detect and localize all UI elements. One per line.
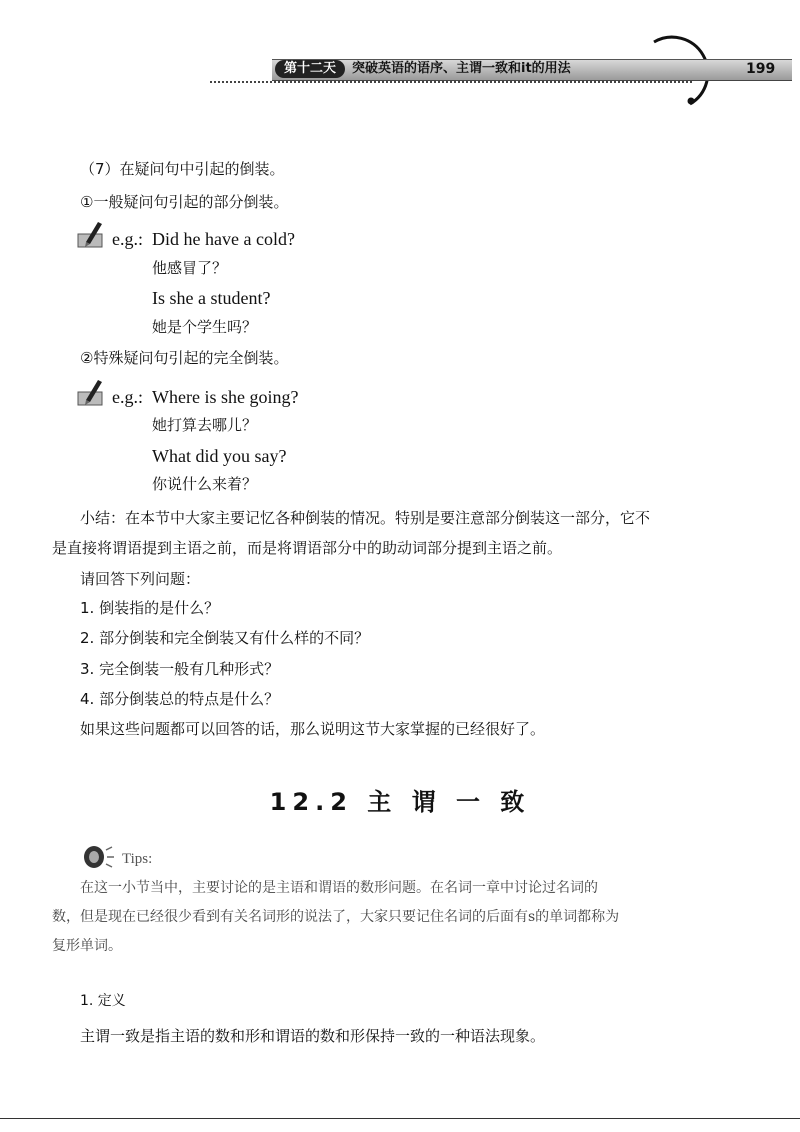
- day-badge: 第十二天: [275, 60, 345, 78]
- example-cn-4: 你说什么来着？: [152, 475, 258, 493]
- questions-prompt: 请回答下列问题：: [80, 570, 201, 588]
- pencil-icon: [76, 220, 108, 250]
- tips-label: Tips:: [122, 851, 153, 867]
- example-cn-1: 他感冒了？: [152, 259, 228, 277]
- example-en-2: Is she a student?: [152, 288, 271, 308]
- bottom-rule: [0, 1118, 800, 1119]
- chapter-title: 突破英语的语序、主谓一致和it的用法: [352, 61, 571, 76]
- page-header: [0, 0, 800, 110]
- definition-text: 主谓一致是指主语的数和形和谓语的数和形保持一致的一种语法现象。: [80, 1027, 546, 1045]
- eg-label-1: e.g.:: [112, 229, 143, 249]
- page-number: 199: [746, 61, 776, 77]
- summary-closing: 如果这些问题都可以回答的话，那么说明这节大家掌握的已经很好了。: [80, 720, 546, 738]
- example-en-4: What did you say?: [152, 446, 287, 466]
- tips-line: 数，但是现在已经很少看到有关名词形的说法了，大家只要记住名词的后面有s的单词都称为: [52, 909, 620, 925]
- pencil-icon: [76, 378, 108, 408]
- sub1-heading: ①一般疑问句引起的部分倒装。: [80, 193, 289, 211]
- example-cn-2: 她是个学生吗？: [152, 318, 258, 336]
- header-dot-marker: [686, 96, 696, 106]
- eg-label-2: e.g.:: [112, 387, 143, 407]
- section-title: 12.2 主 谓 一 致: [269, 788, 531, 816]
- example-en-1: Did he have a cold?: [152, 229, 295, 249]
- section-7-heading: （7）在疑问句中引起的倒装。: [80, 160, 285, 178]
- example-en-3: Where is she going?: [152, 387, 299, 407]
- sub2-heading: ②特殊疑问句引起的完全倒装。: [80, 349, 289, 367]
- question-item: 3. 完全倒装一般有几种形式？: [80, 660, 280, 678]
- example-cn-3: 她打算去哪儿？: [152, 416, 258, 434]
- summary-line-2: 是直接将谓语提到主语之前，而是将谓语部分中的助动词部分提到主语之前。: [52, 539, 563, 557]
- question-item: 4. 部分倒装总的特点是什么？: [80, 690, 280, 708]
- question-item: 1. 倒装指的是什么？: [80, 599, 220, 617]
- header-dotted-rule: [210, 81, 692, 83]
- tips-line: 在这一小节当中，主要讨论的是主语和谓语的数形问题。在名词一章中讨论过名词的: [80, 880, 598, 896]
- tips-line: 复形单词。: [52, 938, 122, 954]
- speaker-icon: [82, 844, 116, 870]
- question-item: 2. 部分倒装和完全倒装又有什么样的不同？: [80, 629, 370, 647]
- summary-line-1: 小结：在本节中大家主要记忆各种倒装的情况。特别是要注意部分倒装这一部分，它不: [80, 509, 651, 527]
- definition-heading: 1. 定义: [80, 993, 126, 1009]
